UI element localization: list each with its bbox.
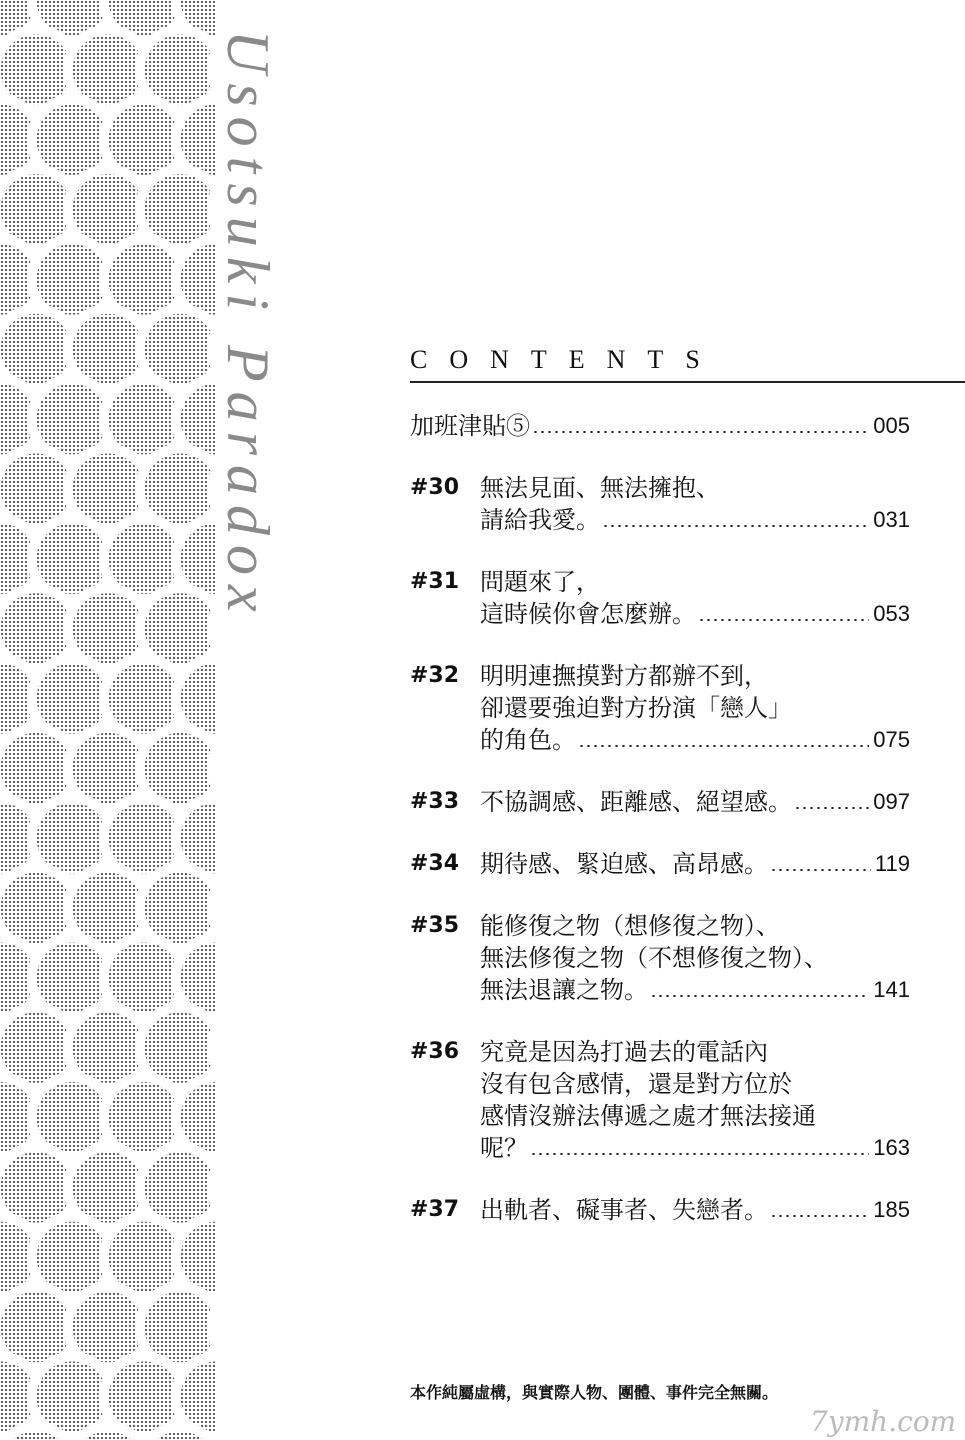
- chapter-title-line: 能修復之物（想修復之物）、: [480, 912, 780, 940]
- leader-dots: [650, 995, 869, 997]
- chapter-page-number: 141: [873, 977, 910, 1002]
- leader-dots: [578, 745, 869, 747]
- chapter-title-line: 明明連撫摸對方都辦不到，: [480, 662, 768, 690]
- chapter-number: #34: [410, 851, 460, 876]
- chapter-page-number: 119: [874, 851, 910, 876]
- leader-dots: [532, 431, 869, 433]
- chapter-title-line: 究竟是因為打過去的電話內: [480, 1038, 768, 1066]
- disclaimer-text: 本作純屬虛構，與實際人物、團體、事件完全無關。: [410, 1383, 779, 1402]
- chapter-page-number: 075: [873, 727, 910, 752]
- toc-entry: [410, 910, 910, 1006]
- toc-entry: [410, 660, 910, 756]
- chapter-number: #36: [410, 1039, 460, 1064]
- chapter-page-number: 053: [873, 601, 910, 626]
- chapter-page-number: 185: [873, 1197, 910, 1222]
- chapter-page-number: 163: [873, 1135, 910, 1160]
- leader-dots: [602, 525, 869, 527]
- prologue-title: 加班津貼⑤: [410, 412, 530, 440]
- chapter-title-line: 卻還要強迫對方扮演「戀人」: [480, 694, 792, 722]
- leader-dots: [530, 1153, 869, 1155]
- chapter-title-line: 沒有包含感情，還是對方位於: [480, 1070, 792, 1098]
- toc-entry: [410, 566, 910, 630]
- chapter-title-line: 無法修復之物（不想修復之物）、: [480, 944, 828, 972]
- prologue-page: 005: [873, 413, 910, 438]
- table-of-contents: [410, 410, 910, 1256]
- chapter-title-line: 無法退讓之物。: [480, 976, 648, 1004]
- contents-heading: CONTENTS: [410, 345, 722, 374]
- chapter-number: #33: [410, 789, 460, 814]
- chapter-title-line: 這時候你會怎麼辦。: [480, 600, 696, 628]
- chapter-page-number: 097: [873, 789, 910, 814]
- chapter-number: #35: [410, 913, 460, 938]
- toc-entry-prologue: [410, 410, 910, 442]
- leader-dots: [794, 807, 869, 809]
- watermark: 7ymh.com: [810, 1405, 957, 1438]
- chapter-title-line: 請給我愛。: [480, 506, 600, 534]
- chapter-number: #32: [410, 663, 460, 688]
- leader-dots: [770, 1215, 869, 1217]
- leader-dots: [698, 619, 869, 621]
- chapter-title-line: 出軌者、礙事者、失戀者。: [480, 1196, 768, 1224]
- toc-entry: [410, 786, 910, 818]
- chapter-number: #31: [410, 569, 460, 594]
- chapter-number: #30: [410, 475, 460, 500]
- decorative-pattern: [0, 0, 215, 1440]
- toc-entry: [410, 1036, 910, 1164]
- chapter-title-line: 期待感、緊迫感、高昂感。: [480, 850, 768, 878]
- toc-entry: [410, 848, 910, 880]
- chapter-number: #37: [410, 1197, 460, 1222]
- chapter-list: [410, 472, 910, 1226]
- chapter-title-line: 呢？: [480, 1134, 528, 1162]
- chapter-title-line: 問題來了，: [480, 568, 600, 596]
- toc-entry: [410, 1194, 910, 1226]
- leader-dots: [770, 869, 871, 871]
- chapter-title-line: 感情沒辦法傳遞之處才無法接通: [480, 1102, 816, 1130]
- vertical-series-title: Usotsuki Paradox: [215, 30, 281, 622]
- chapter-title-line: 的角色。: [480, 726, 576, 754]
- toc-entry: [410, 472, 910, 536]
- chapter-page-number: 031: [873, 507, 910, 532]
- chapter-title-line: 無法見面、無法擁抱、: [480, 474, 720, 502]
- chapter-title-line: 不協調感、距離感、絕望感。: [480, 788, 792, 816]
- heading-divider: [410, 381, 965, 383]
